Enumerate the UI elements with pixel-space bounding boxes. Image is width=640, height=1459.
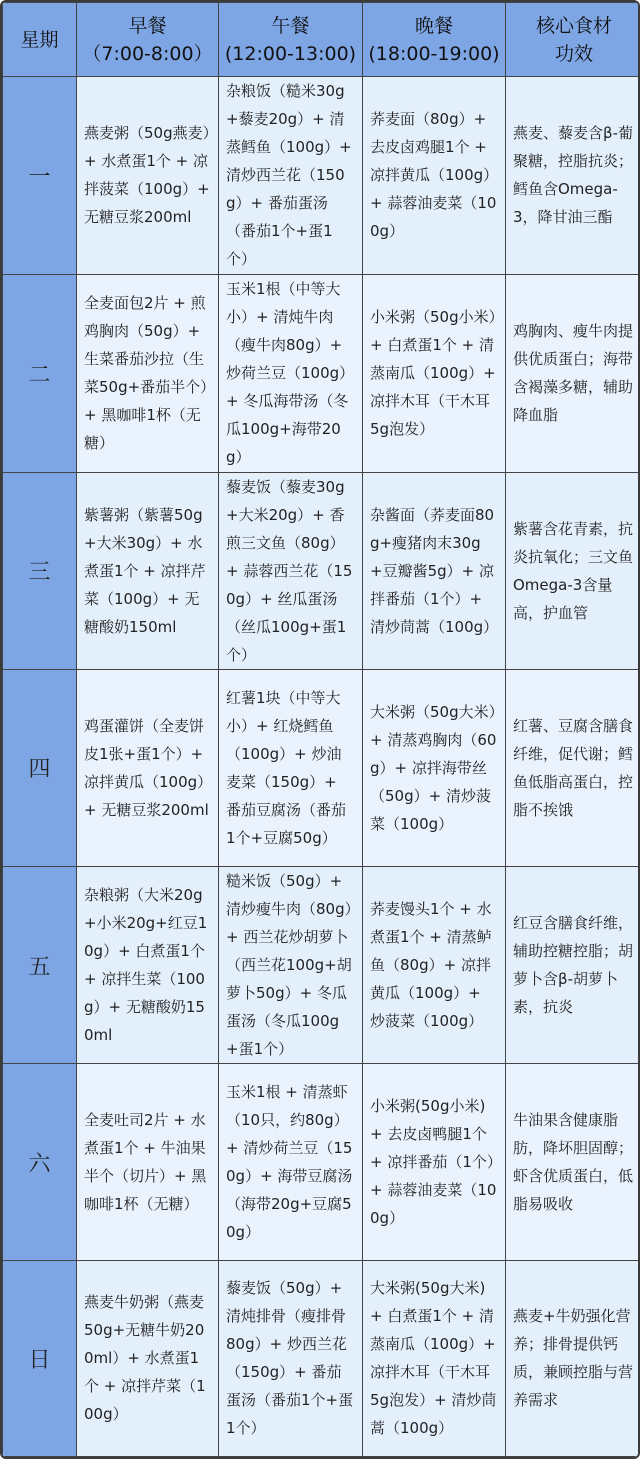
header-benefits-line1: 核心食材 [535,14,612,37]
dinner-cell: 荞麦面（80g）+ 去皮卤鸡腿1个 + 凉拌黄瓜（100g）+ 蒜蓉油麦菜（100g） [363,77,506,275]
header-lunch-time: (12:00-13:00) [224,42,357,65]
day-cell: 三 [3,472,77,670]
benefits-cell: 鸡胸肉、瘦牛肉提供优质蛋白；海带含褐藻多糖，辅助降血脂 [506,274,640,472]
header-lunch [219,3,363,77]
breakfast-cell: 燕麦粥（50g燕麦）+ 水煮蛋1个 + 凉拌菠菜（100g）+ 无糖豆浆200ml [77,77,219,275]
breakfast-cell: 紫薯粥（紫薯50g+大米30g）+ 水煮蛋1个 + 凉拌芹菜（100g）+ 无糖酸奶150ml [77,472,219,670]
dinner-cell: 大米粥（50g大米）+ 清蒸鸡胸肉（60g）+ 凉拌海带丝（50g）+ 清炒菠菜（100g） [363,670,506,866]
header-dinner-label: 晚餐 [414,14,453,37]
table-row-sat [3,1064,640,1260]
header-lunch-label: 午餐 [271,14,310,37]
breakfast-cell: 全麦吐司2片 + 水煮蛋1个 + 牛油果半个（切片）+ 黑咖啡1杯（无糖） [77,1064,219,1260]
breakfast-cell: 全麦面包2片 + 煎鸡胸肉（50g）+ 生菜番茄沙拉（生菜50g+番茄半个）+ 黑咖啡1杯（无糖） [77,274,219,472]
breakfast-cell: 鸡蛋灌饼（全麦饼皮1张+蛋1个）+ 凉拌黄瓜（100g）+ 无糖豆浆200ml [77,670,219,866]
day-cell: 二 [3,274,77,472]
lunch-cell: 藜麦饭（藜麦30g+大米20g）+ 香煎三文鱼（80g）+ 蒜蓉西兰花（150g）+ 丝瓜蛋汤（丝瓜100g+蛋1个） [219,472,363,670]
dinner-cell: 小米粥(50g小米) + 去皮卤鸭腿1个 + 凉拌番茄（1个）+ 蒜蓉油麦菜（100g） [363,1064,506,1260]
header-day-label: 星期 [20,28,59,51]
benefits-cell: 燕麦、藜麦含β-葡聚糖，控脂抗炎；鳕鱼含Omega-3，降甘油三酯 [506,77,640,275]
header-benefits [506,3,640,77]
day-cell: 四 [3,670,77,866]
header-breakfast-time: （7:00-8:00） [82,42,213,65]
header-row [3,3,640,77]
dinner-cell: 杂酱面（荞麦面80g+瘦猪肉末30g+豆瓣酱5g）+ 凉拌番茄（1个）+ 清炒茼蒿（100g） [363,472,506,670]
benefits-cell: 紫薯含花青素，抗炎抗氧化；三文鱼Omega-3含量高，护血管 [506,472,640,670]
header-day [3,3,77,77]
benefits-cell: 牛油果含健康脂肪，降坏胆固醇；虾含优质蛋白，低脂易吸收 [506,1064,640,1260]
header-breakfast-label: 早餐 [128,14,167,37]
benefits-cell: 燕麦+牛奶强化营养；排骨提供钙质，兼顾控脂与营养需求 [506,1260,640,1456]
day-cell: 六 [3,1064,77,1260]
benefits-cell: 红豆含膳食纤维，辅助控糖控脂；胡萝卜含β-胡萝卜素，抗炎 [506,866,640,1064]
dinner-cell: 荞麦馒头1个 + 水煮蛋1个 + 清蒸鲈鱼（80g）+ 凉拌黄瓜（100g）+ 炒菠菜（100g） [363,866,506,1064]
lunch-cell: 玉米1根（中等大小）+ 清炖牛肉（瘦牛肉80g）+ 炒荷兰豆（100g）+ 冬瓜海带汤（冬瓜100g+海带20g） [219,274,363,472]
table-row-sun [3,1260,640,1456]
lunch-cell: 藜麦饭（50g）+ 清炖排骨（瘦排骨80g）+ 炒西兰花（150g）+ 番茄蛋汤（番茄1个+蛋1个） [219,1260,363,1456]
table-row-fri [3,866,640,1064]
day-cell: 五 [3,866,77,1064]
lunch-cell: 玉米1根 + 清蒸虾（10只，约80g）+ 清炒荷兰豆（150g）+ 海带豆腐汤（海带20g+豆腐50g） [219,1064,363,1260]
table-row-thu [3,670,640,866]
lunch-cell: 红薯1块（中等大小）+ 红烧鳕鱼（100g）+ 炒油麦菜（150g）+ 番茄豆腐汤（番茄1个+豆腐50g） [219,670,363,866]
header-breakfast [77,3,219,77]
day-cell: 一 [3,77,77,275]
table-row-tue [3,274,640,472]
header-benefits-line2: 功效 [554,42,593,65]
lunch-cell: 杂粮饭（糙米30g+藜麦20g）+ 清蒸鳕鱼（100g）+ 清炒西兰花（150g）+ 番茄蛋汤（番茄1个+蛋1个） [219,77,363,275]
lunch-cell: 糙米饭（50g）+ 清炒瘦牛肉（80g）+ 西兰花炒胡萝卜（西兰花100g+胡萝卜50g）+ 冬瓜蛋汤（冬瓜100g+蛋1个） [219,866,363,1064]
dinner-cell: 大米粥(50g大米) + 白煮蛋1个 + 清蒸南瓜（100g）+ 凉拌木耳（干木耳5g泡发）+ 清炒茼蒿（100g） [363,1260,506,1456]
dinner-cell: 小米粥（50g小米）+ 白煮蛋1个 + 清蒸南瓜（100g）+ 凉拌木耳（干木耳5g泡发） [363,274,506,472]
benefits-cell: 红薯、豆腐含膳食纤维，促代谢；鳕鱼低脂高蛋白，控脂不挨饿 [506,670,640,866]
day-cell: 日 [3,1260,77,1456]
table-row-wed [3,472,640,670]
header-dinner [363,3,506,77]
table-row-mon [3,77,640,275]
header-dinner-time: (18:00-19:00) [368,42,500,65]
breakfast-cell: 燕麦牛奶粥（燕麦50g+无糖牛奶200ml）+ 水煮蛋1个 + 凉拌芹菜（100g） [77,1260,219,1456]
meal-plan-table [2,2,640,1457]
breakfast-cell: 杂粮粥（大米20g+小米20g+红豆10g）+ 白煮蛋1个 + 凉拌生菜（100g）+ 无糖酸奶150ml [77,866,219,1064]
